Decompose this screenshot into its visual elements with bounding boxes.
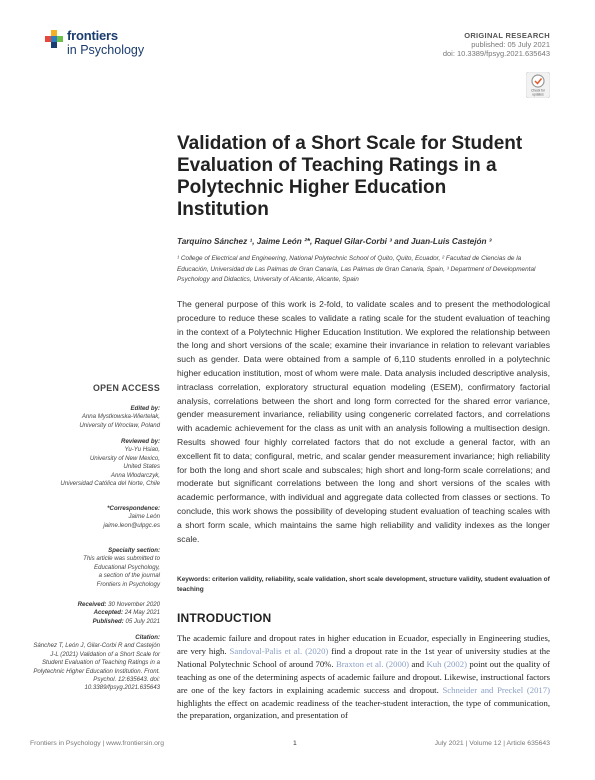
published-line: published: 05 July 2021 — [471, 40, 550, 49]
abstract: The general purpose of this work is 2-fold, to validate scales and to present the methodological procedure to reduce these scales to validate a rating scale for the student evaluation of teaching in the context of a Polytechnic Higher Education Institution. We explored the relationship between the long and short versions of the scale; examine their invariance in relation to relevant variables such as gender. Data were obtained from a sample of 6,110 students enrolled in a polytechnic higher education institution, most of whom were male. Data analysis included descriptive analysis, intraclass correlation, exploratory structural equation modeling (ESEM), confirmatory factorial analysis, correlations between the short and long form corrected for the shared error variance, gender measurement invariance, reliability using congeneric correlated factors, and correlations with academic achievement for the class as unit with an analysis following a multisection design. Results showed four highly correlated factors that do not exclude a general factor, with an excellent fit to data; configural, metric, and scalar gender measurement invariance; high reliability for both the long and short scale and subscales; high short and long-form scale correlations; and moderate but significant correlations between the long and short versions of the scales with academic performance, with individual and aggregate data collected from classes or sections. To conclude, this work shows the possibility of developing student evaluation of teaching scales with a short form scale, which maintains the same high reliability and validity indexes as the longer scale. — [177, 299, 550, 544]
correspondence-name: Jaime León — [128, 513, 160, 521]
specialty-label: Specialty section: — [108, 547, 160, 554]
reviewer-affiliation: University of New Mexico, — [89, 454, 160, 462]
section-heading-introduction: INTRODUCTION — [177, 611, 272, 625]
svg-text:updates: updates — [532, 92, 544, 97]
published-label: Published: — [92, 617, 124, 625]
citation-label: Citation: — [135, 634, 160, 641]
received-label: Received: — [77, 601, 107, 608]
accepted-label: Accepted: — [93, 609, 124, 617]
doi-link[interactable]: doi: 10.3389/fpsyg.2021.635643 — [442, 49, 550, 58]
specialty-text: This article was submitted to — [83, 555, 160, 563]
introduction-paragraph — [177, 632, 550, 722]
body-text: and — [409, 658, 427, 669]
keywords: Keywords: criterion validity, reliability, scale validation, short scale development, structure validity, student evaluation of teaching — [177, 576, 550, 593]
frontiers-logo-icon — [45, 30, 63, 48]
body-text: The academic failure and dropout rates in higher education in Ecuador, especially in Engineering studies, are very high. — [177, 633, 550, 656]
correspondence-email[interactable]: jaime.leon@ulpgc.es — [103, 521, 160, 529]
body-text: point out the quality of teaching as one of the determining aspects of academic failure and dropout. Likewise, instructional factors are one of the key factors in explaining academic success and dropout. — [177, 658, 550, 695]
citation-link[interactable]: Schneider and Preckel (2017) — [442, 684, 550, 695]
edited-by-block — [30, 405, 160, 430]
citation-link[interactable]: Sandoval-Palis et al. (2020) — [229, 645, 329, 656]
specialty-section-block — [30, 547, 160, 589]
specialty-text: a section of the journal — [98, 572, 160, 580]
svg-text:Check for: Check for — [531, 88, 545, 93]
citation-block — [30, 634, 160, 693]
reviewer-affiliation: United States — [123, 463, 160, 471]
published-date: 05 July 2021 — [125, 617, 160, 625]
correspondence-block — [30, 505, 160, 530]
citation-text: Sánchez T, León J, Gilar-Corbi R and Castejón J-L (2021) Validation of a Short Scale for Student Evaluation of Teaching Ratings in a Polytechnic Higher Education Institution. Front. Psychol. 12:635643. doi: 10.3389/fpsyg.2021.635643 — [33, 642, 160, 692]
citation-link[interactable]: Braxton et al. (2000) — [335, 658, 410, 669]
article-meta — [443, 31, 550, 58]
editor-affiliation: University of Wroclaw, Poland — [79, 421, 160, 429]
affiliations — [177, 254, 549, 286]
specialty-text: Frontiers in Psychology — [96, 580, 160, 588]
reviewer-name: Yu-Yu Hsiao, — [124, 446, 160, 454]
reviewer-name: Anna Wlodarczyk, — [110, 471, 160, 479]
body-text: find a dropout rate in the 1st year of university studies at the National Polytechnic School of around 70%. — [177, 645, 550, 669]
footer-issue: July 2021 | Volume 12 | Article 635643 — [434, 740, 550, 747]
author-list[interactable]: Tarquino Sánchez ¹, Jaime León ²*, Raquel Gilar-Corbi ³ and Juan-Luis Castejón ³ — [177, 237, 492, 246]
accepted-date: 24 May 2021 — [124, 609, 160, 617]
body-text: highlights the effect on academic readiness of the teacher-student interaction, the type of communication, the preparation, organization, and presentation of — [177, 697, 550, 721]
affiliation-text: ¹ College of Electrical and Engineering, National Polytechnic School of Quito, Quito, Ecuador, ² Facultad de Ciencias de la Educación, Universidad de Las Palmas de Gran Canaria, Las Palmas de Gran Canaria, Spain, ³ Department of Developmental Psychology and Didactics, University of Alicante, Alicante, Spain — [177, 255, 536, 283]
citation-link[interactable]: Kuh (2002) — [426, 658, 467, 669]
specialty-text: Educational Psychology, — [94, 563, 160, 571]
dates-block — [30, 601, 160, 626]
editor-name: Anna Mystkowska-Wiertelak, — [81, 413, 160, 421]
check-for-updates-icon[interactable] — [526, 72, 550, 98]
reviewed-by-block — [30, 438, 160, 488]
edited-by-label: Edited by: — [130, 405, 160, 412]
article-type: ORIGINAL RESEARCH — [464, 31, 550, 40]
journal-logo[interactable] — [45, 28, 205, 68]
open-access-label: OPEN ACCESS — [92, 383, 160, 393]
reviewed-by-label: Reviewed by: — [121, 438, 160, 445]
reviewer-affiliation: Universidad Católica del Norte, Chile — [60, 480, 160, 488]
footer-journal[interactable]: Frontiers in Psychology | www.frontiersin.org — [30, 740, 164, 747]
correspondence-label: *Correspondence: — [107, 505, 160, 512]
article-title: Validation of a Short Scale for Student Evaluation of Teaching Ratings in a Polytechnic Higher Education Institution — [177, 133, 523, 220]
logo-wordmark: frontiers — [67, 28, 118, 43]
logo-journal-name: in Psychology — [67, 43, 145, 57]
page-number: 1 — [293, 740, 297, 747]
received-date: 30 November 2020 — [108, 601, 160, 608]
